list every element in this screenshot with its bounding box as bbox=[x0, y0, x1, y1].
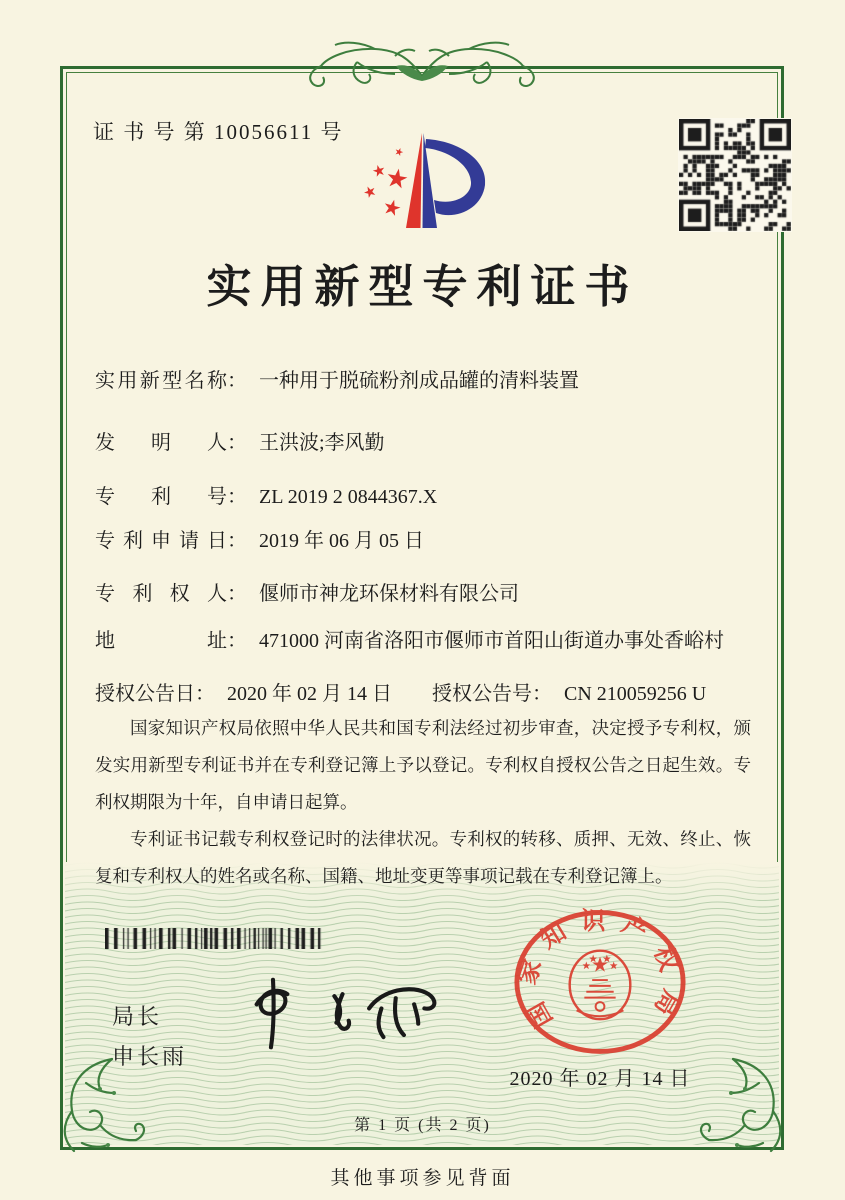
body-paragraph-1: 国家知识产权局依照中华人民共和国专利法经过初步审查，决定授予专利权，颁发实用新型专利证书并在专利登记簿上予以登记。专利权自授权公告之日起生效。专利权期限为十年，自申请日起算。 bbox=[95, 718, 751, 813]
national-emblem bbox=[570, 951, 631, 1019]
bottom-right-corner-ornament bbox=[698, 1055, 793, 1155]
colon: ： bbox=[227, 530, 247, 552]
colon: ： bbox=[227, 370, 247, 392]
colon: ： bbox=[227, 630, 247, 652]
signer-title: 局长 bbox=[112, 1004, 163, 1029]
back-side-note: 其他事项参见背面 bbox=[330, 1168, 515, 1189]
barcode-canvas bbox=[105, 928, 322, 949]
colon: ： bbox=[227, 432, 247, 454]
field-value: 王洪波;李风勤 bbox=[259, 432, 385, 454]
field-label: 专利申请日 bbox=[95, 530, 227, 552]
field-value: ZL 2019 2 0844367.X bbox=[259, 486, 438, 508]
field-row-inventor bbox=[95, 426, 385, 455]
field-value: 2019 年 06 月 05 日 bbox=[259, 530, 424, 552]
field-row-address bbox=[95, 624, 724, 653]
colon: ： bbox=[227, 583, 247, 605]
svg-text:国家知识产权局 bbox=[513, 908, 687, 1032]
field-row-patentee bbox=[95, 577, 519, 606]
field-row-patent-name bbox=[95, 364, 579, 393]
certificate-title: 实用新型专利证书 bbox=[206, 262, 639, 312]
cnipa-patent-logo-icon bbox=[342, 127, 500, 244]
qr-code-canvas bbox=[679, 119, 791, 231]
barcode bbox=[105, 928, 322, 949]
grant-no-label: 授权公告号 bbox=[432, 683, 532, 705]
colon: ： bbox=[195, 683, 215, 705]
qr-code bbox=[678, 118, 792, 232]
cnipa-official-seal bbox=[512, 908, 688, 1056]
field-label: 专利权人 bbox=[95, 583, 227, 605]
field-label: 专利号 bbox=[95, 486, 227, 508]
legal-body-text bbox=[95, 710, 751, 895]
field-label: 地址 bbox=[95, 630, 227, 652]
field-label: 发明人 bbox=[95, 432, 227, 454]
grant-date-value: 2020 年 02 月 14 日 bbox=[227, 683, 392, 705]
field-value: 471000 河南省洛阳市偃师市首阳山街道办事处香峪村 bbox=[259, 630, 724, 652]
field-label: 实用新型名称 bbox=[95, 370, 227, 392]
colon: ： bbox=[227, 486, 247, 508]
grant-no-value: CN 210059256 U bbox=[564, 683, 707, 705]
grant-number-group bbox=[432, 677, 706, 706]
field-value: 偃师市神龙环保材料有限公司 bbox=[259, 583, 519, 605]
field-value: 一种用于脱硫粉剂成品罐的清料装置 bbox=[259, 370, 579, 392]
field-row-patent-number bbox=[95, 480, 437, 509]
field-row-grant bbox=[95, 677, 751, 706]
certificate-number: 证 书 号 第 10056611 号 bbox=[93, 120, 344, 144]
field-row-filing-date bbox=[95, 524, 424, 553]
signer-name: 申长雨 bbox=[112, 1044, 188, 1069]
colon: ： bbox=[532, 683, 552, 705]
grant-date-label: 授权公告日 bbox=[95, 683, 195, 705]
seal-ring-text: 国家知识产权局 bbox=[513, 908, 687, 1032]
top-border-ornament bbox=[297, 36, 547, 94]
page-number: 第 1 页 (共 2 页) bbox=[354, 1117, 491, 1134]
body-paragraph-2: 专利证书记载专利权登记时的法律状况。专利权的转移、质押、无效、终止、恢复和专利权人的姓名或名称、国籍、地址变更等事项记载在专利登记簿上。 bbox=[95, 829, 751, 887]
shen-changyu-signature bbox=[228, 972, 453, 1052]
seal-date: 2020 年 02 月 14 日 bbox=[509, 1068, 691, 1090]
